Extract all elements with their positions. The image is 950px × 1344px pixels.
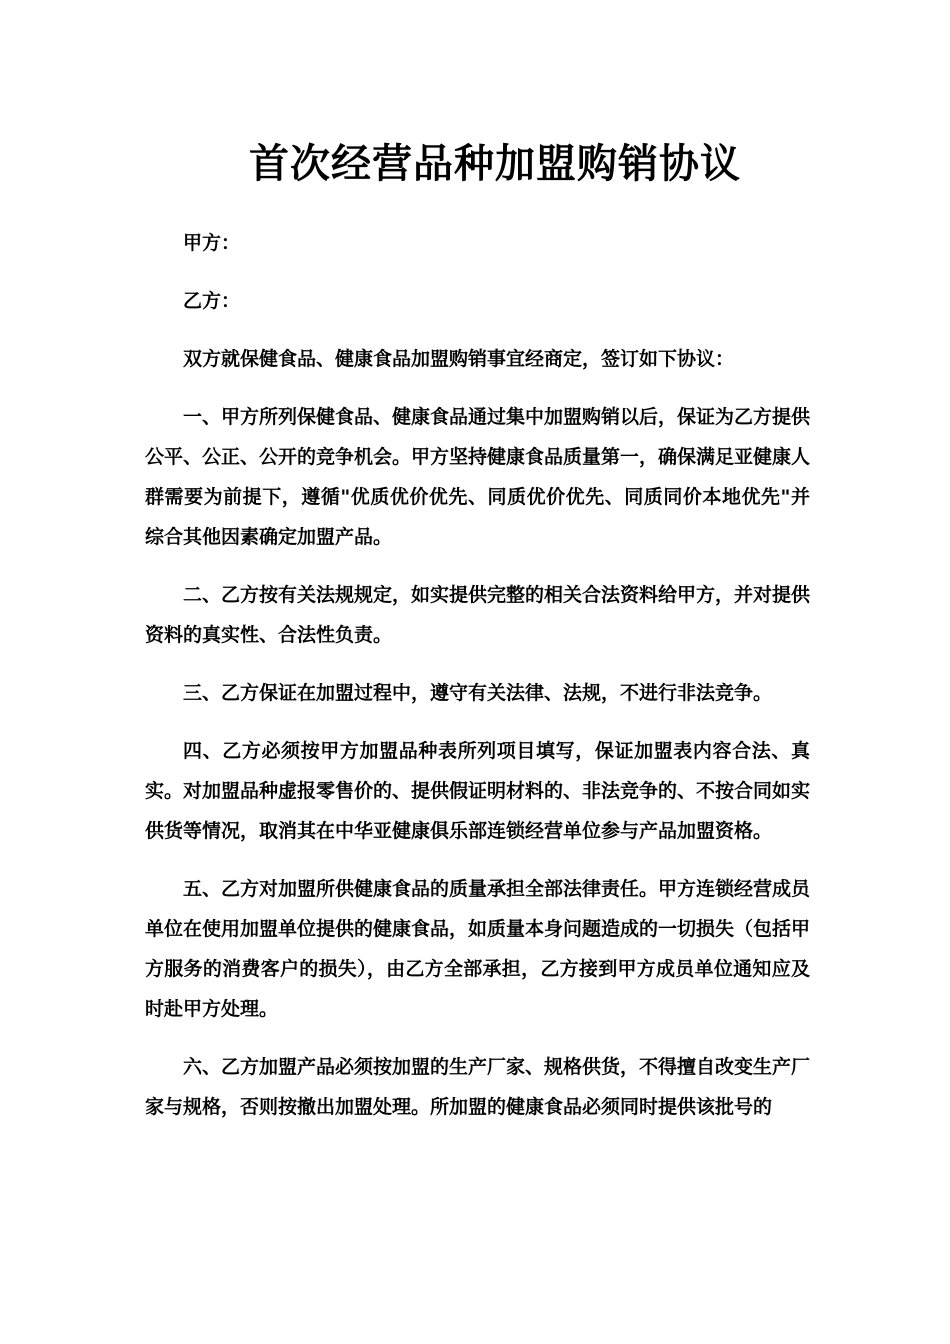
clause-3: 三、乙方保证在加盟过程中，遵守有关法律、法规，不进行非法竞争。 xyxy=(183,682,773,704)
clause-5: 五、乙方对加盟所供健康食品的质量承担全部法律责任。甲方连锁经营成员单位在使用加盟单位提供的健康食品，如质量本身问题造成的一切损失（包括甲方服务的消费客户的损失），由乙方全部承担，乙方接到甲方成员单位通知应及时赴甲方处理。 xyxy=(145,878,811,1020)
party-a-line: 甲方： xyxy=(183,232,241,254)
intro-paragraph: 双方就保健食品、健康食品加盟购销事宜经商定，签订如下协议： xyxy=(183,348,735,370)
clause-4: 四、乙方必须按甲方加盟品种表所列项目填写，保证加盟表内容合法、真实。对加盟品种虚报零售价的、提供假证明材料的、非法竞争的、不按合同如实供货等情况，取消其在中华亚健康俱乐部连锁经营单位参与产品加盟资格。 xyxy=(145,740,811,842)
clause-2: 二、乙方按有关法规规定，如实提供完整的相关合法资料给甲方，并对提供资料的真实性、合法性负责。 xyxy=(145,584,811,646)
party-b-line: 乙方： xyxy=(183,290,241,312)
clause-1: 一、甲方所列保健食品、健康食品通过集中加盟购销以后，保证为乙方提供公平、公正、公开的竞争机会。甲方坚持健康食品质量第一，确保满足亚健康人群需要为前提下，遵循"优质优价优先、同质优价优先、同质同价本地优先"并综合其他因素确定加盟产品。 xyxy=(145,406,811,548)
document-title: 首次经营品种加盟购销协议 xyxy=(249,141,741,187)
clause-6: 六、乙方加盟产品必须按加盟的生产厂家、规格供货，不得擅自改变生产厂家与规格，否则按撤出加盟处理。所加盟的健康食品必须同时提供该批号的 xyxy=(145,1056,811,1118)
document-body xyxy=(145,223,810,1145)
